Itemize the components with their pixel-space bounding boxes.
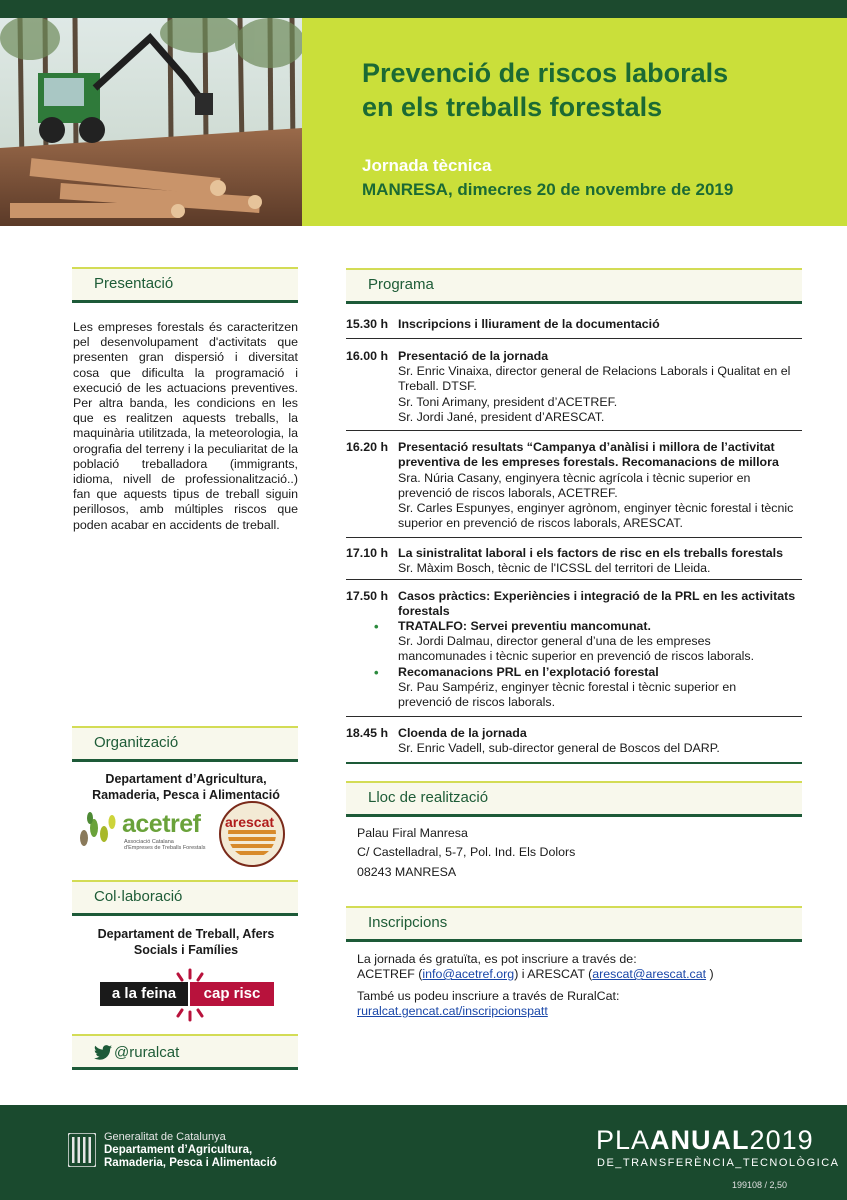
divider [346,762,802,764]
pla-anual-subtitle: DE_TRANSFERÈNCIA_TECNOLÒGICA [597,1157,840,1169]
acetref-sub-2: d'Empreses de Treballs Forestals [124,845,206,851]
program-title: Casos pràctics: Experiències i integració de la PRL en les activitats forestals [398,589,796,619]
pla-anual-logo [596,1125,814,1156]
acetref-email-link[interactable]: info@acetref.org [422,967,515,981]
bullet-icon: • [374,619,379,634]
ruralcat-text: També us podeu inscriure a través de RuralCat: [357,989,620,1003]
program-title: La sinistralitat laboral i els factors de risc en els treballs forestals [398,546,783,560]
divider [346,338,802,339]
venue-city: 08243 MANRESA [357,865,457,879]
title-line-2: en els treballs forestals [362,92,663,122]
program-time: 16.20 h [346,440,389,454]
gencat-department [104,1144,304,1170]
gencat-dept-line-1: Departament d’Agricultura, [104,1144,253,1156]
arescat-email-link[interactable]: arescat@arescat.cat [592,967,707,981]
footer [0,1105,847,1200]
ruralcat-link[interactable]: ruralcat.gencat.cat/inscripcionspatt [357,1004,548,1018]
program-subtitle: TRATALFO: Servei preventiu mancomunat. [398,619,651,633]
program-speaker: Sr. Màxim Bosch, tècnic de l'ICSSL del territori de Lleida. [398,561,711,575]
program-speaker: Sra. Núria Casany, enginyera tècnic agrícola i tècnic superior en prevenció de riscos laborals, ACETREF. [398,471,751,501]
venue-name: Palau Firal Manresa [357,826,468,840]
program-title: Presentació de la jornada [398,349,549,363]
divider [346,579,802,580]
registration-text: La jornada és gratuïta, es pot inscriure a través de: [357,952,637,966]
program-time: 16.00 h [346,349,389,363]
header-banner [302,18,847,226]
campaign-part-2: cap risc [190,982,274,1006]
campaign-logo-a-la-feina-cap-risc [100,968,275,1022]
closing-paren: ) [706,967,714,981]
organizer-dept-line-2: Ramaderia, Pesca i Alimentació [92,788,280,802]
gencat-name: Generalitat de Catalunya [104,1131,226,1143]
generalitat-logo-icon [68,1133,96,1167]
section-heading: Presentació [94,275,174,292]
section-programa-header [346,268,802,304]
arescat-logo [218,800,286,868]
program-item [346,546,806,578]
program-speaker: Sr. Jordi Jané, president d’ARESCAT. [398,410,605,424]
divider [346,716,802,717]
page-title [362,56,842,124]
title-line-1: Prevenció de riscos laborals [362,58,729,88]
event-type: Jornada tècnica [362,156,492,175]
program-time: 15.30 h [346,317,389,331]
program-time: 17.50 h [346,589,389,603]
section-organitzacio-header [72,726,298,762]
twitter-box[interactable] [72,1034,298,1070]
program-speaker: Sr. Carles Espunyes, enginyer agrònom, enginyer tècnic forestal i tècnic superior en prevenció de riscos laborals, ARESCAT. [398,501,794,531]
acetref-logo-text: acetref [122,810,201,838]
program-time: 17.10 h [346,546,389,560]
program-speaker: Sr. Toni Arimany, president d’ACETREF. [398,395,618,409]
collaborator-department [72,926,300,958]
header-photo-forestry-machine [0,18,302,226]
organizer-dept-line-1: Departament d’Agricultura, [105,772,267,786]
arescat-label: ) i ARESCAT ( [514,967,593,981]
gencat-dept-line-2: Ramaderia, Pesca i Alimentació [104,1157,277,1169]
acetref-leaves-icon [76,810,120,852]
section-lloc-header [346,781,802,817]
section-heading: Programa [368,276,434,293]
section-presentacio-header [72,267,298,303]
acetref-sub-1: Associació Catalana [124,839,174,845]
program-item [346,589,806,713]
program-subtitle: Recomanacions PRL en l’explotació forestal [398,665,659,679]
acetref-logo-subtitle [124,839,205,851]
program-speaker: Sr. Jordi Dalmau, director general d’una de les empreses mancomunades i tècnic superior en prevenció de riscos laborals. [398,634,755,664]
program-speaker: Sr. Pau Sampériz, enginyer tècnic forestal i tècnic superior en prevenció de riscos laborals. [398,680,737,710]
program-item [346,349,806,429]
twitter-handle: @ruralcat [114,1044,180,1061]
collaborator-dept-line-2: Socials i Famílies [133,943,239,957]
plan-year: 2019 [749,1125,814,1155]
presentacio-text: Les empreses forestals és caracteritzen pel desenvolupament d'activitats que presenten gran dispersió i diversitat cosa que dificulta la programació i execució de les actuacions preventives. Per altra banda, les condicions en les que es realitzen aquests treballs, la maquinària utilitzada, la meteorologia, la orografia del terreny i la peculiaritat de la població treballadora (immigrants, idioma, nivell de professionalització..) fan que aquests tipus de treball siguin perillosos, amb múltiples riscos que poden acabar en accidents de treball. [73,320,298,532]
document-code: 199108 / 2,50 [732,1180,788,1190]
program-time: 18.45 h [346,726,389,740]
acetref-label: ACETREF ( [357,967,423,981]
section-heading: Organització [94,734,179,751]
section-heading: Inscripcions [368,914,448,931]
top-strip [0,0,847,18]
divider [346,430,802,431]
program-item [346,440,806,532]
divider [346,537,802,538]
section-heading: Lloc de realització [368,789,489,806]
twitter-bird-icon [94,1045,112,1060]
program-title: Presentació resultats “Campanya d’anàlisi i millora de l’activitat preventiva de les empreses forestals. Recomanacions de millora [398,440,779,470]
campaign-part-1: a la feina [100,982,188,1006]
anual-text: ANUAL [650,1125,750,1155]
arescat-seal-icon [218,800,286,868]
venue-address: C/ Castelladral, 5-7, Pol. Ind. Els Dolors [357,845,576,859]
pla-text: PLA [596,1125,651,1155]
acetref-logo [76,808,216,856]
arescat-logo-text: arescat [225,814,275,830]
program-speaker: Sr. Enric Vadell, sub-director general de Boscos del DARP. [398,741,720,755]
event-place-date: MANRESA, dimecres 20 de novembre de 2019 [362,180,734,199]
program-item [346,317,806,333]
bullet-icon: • [374,665,379,680]
registration-contacts [357,967,714,982]
program-title: Cloenda de la jornada [398,726,527,740]
section-heading: Col·laboració [94,888,183,905]
program-item [346,726,806,758]
program-speaker: Sr. Enric Vinaixa, director general de Relacions Laborals i Qualitat en el Treball. DTSF. [398,364,791,394]
section-collaboracio-header [72,880,298,916]
program-title: Inscripcions i lliurament de la documentació [398,317,660,331]
collaborator-dept-line-1: Departament de Treball, Afers [97,927,275,941]
organizer-department [72,771,300,803]
section-inscripcions-header [346,906,802,942]
